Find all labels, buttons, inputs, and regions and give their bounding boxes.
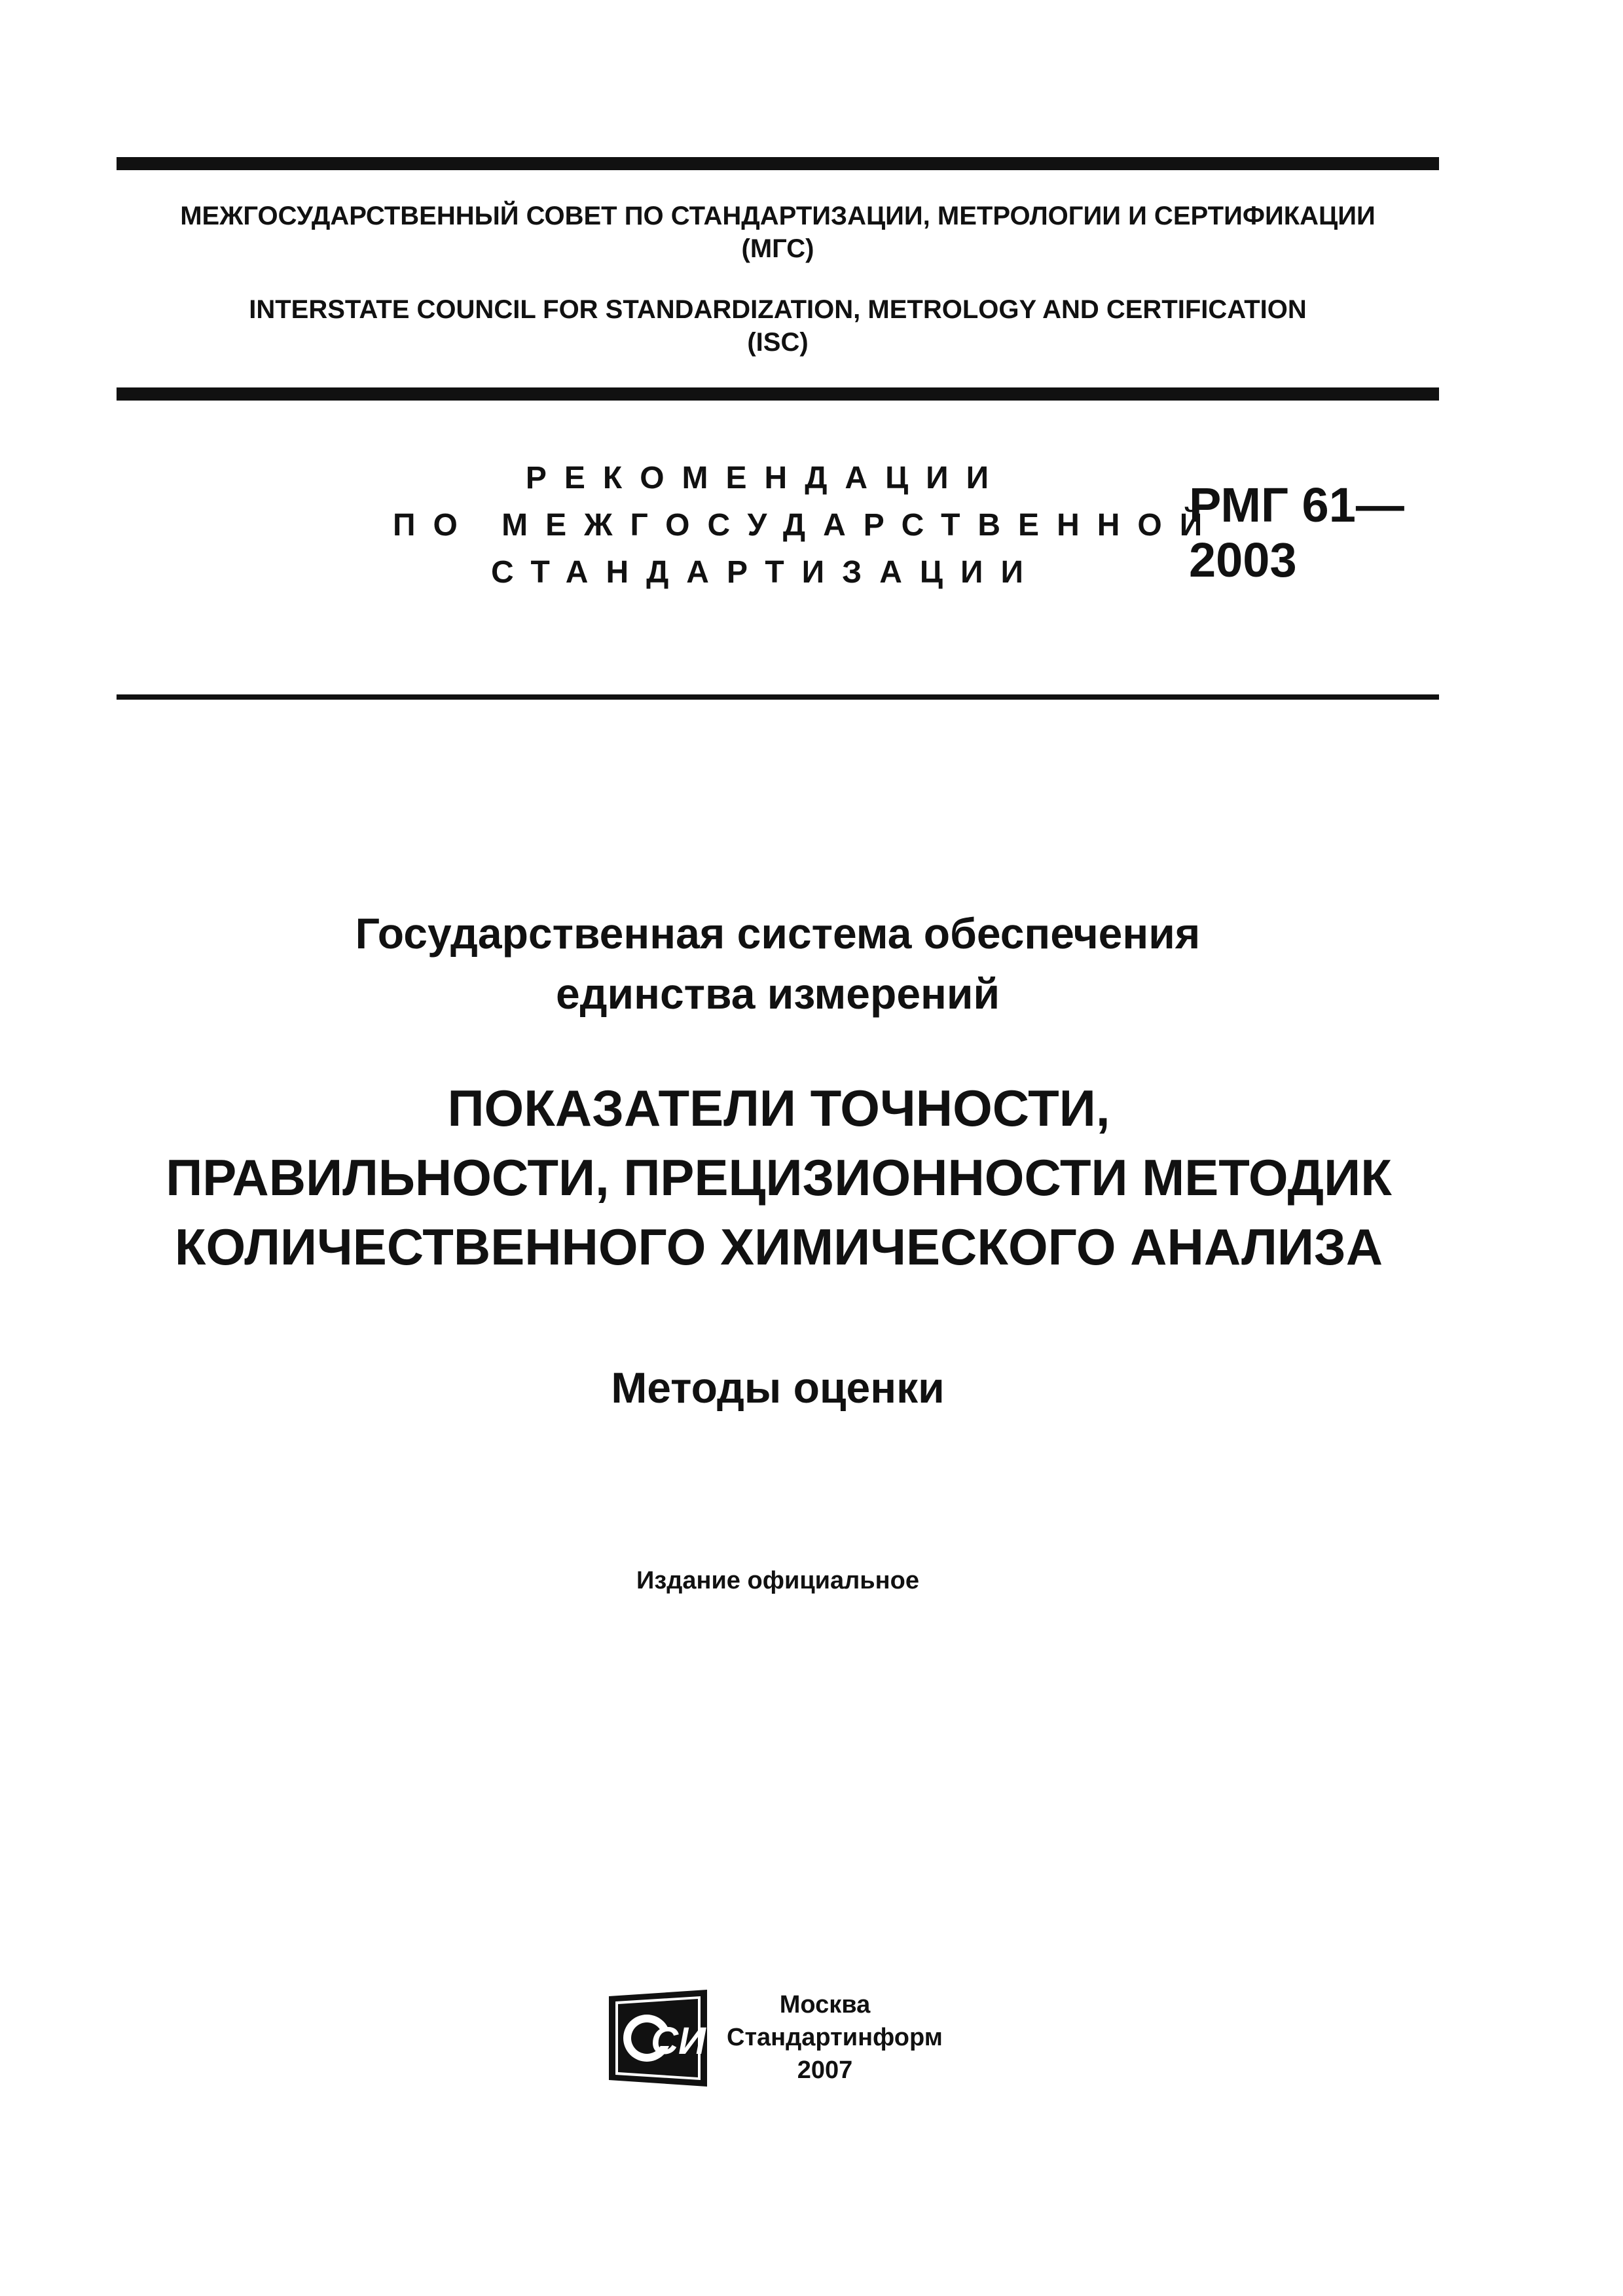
- standartinform-logo-icon: [609, 1990, 707, 2087]
- lower-rule: [117, 694, 1439, 700]
- council-ru-abbr: (МГС): [741, 234, 814, 263]
- council-name-en: [117, 293, 1439, 359]
- main-title: [65, 1073, 1492, 1282]
- edition-note: Издание официальное: [636, 1567, 919, 1594]
- document-designation: [1189, 478, 1404, 588]
- council-ru-line1: МЕЖГОСУДАРСТВЕННЫЙ СОВЕТ ПО СТАНДАРТИЗАЦИИ, МЕТРОЛОГИИ И СЕРТИФИКАЦИИ: [180, 202, 1376, 230]
- standartinform-logo-graphic: [609, 1990, 707, 2087]
- main-title-line1: ПОКАЗАТЕЛИ ТОЧНОСТИ,: [447, 1079, 1110, 1137]
- publisher-name: Стандартинформ: [727, 2024, 943, 2051]
- designation-year: 2003: [1189, 533, 1297, 587]
- main-title-line2: ПРАВИЛЬНОСТИ, ПРЕЦИЗИОННОСТИ МЕТОДИК: [166, 1149, 1392, 1206]
- council-name-ru: [117, 200, 1439, 265]
- recommendation-line3: СТАНДАРТИЗАЦИИ: [491, 555, 1041, 590]
- publisher-year: 2007: [797, 2056, 853, 2084]
- gsi-title: [117, 903, 1439, 1024]
- recommendation-line1: РЕКОМЕНДАЦИИ: [525, 461, 1007, 495]
- middle-rule: [117, 387, 1439, 401]
- main-title-line3: КОЛИЧЕСТВЕННОГО ХИМИЧЕСКОГО АНАЛИЗА: [174, 1218, 1383, 1276]
- designation-code: РМГ 61—: [1189, 478, 1404, 532]
- gsi-title-line1: Государственная система обеспечения: [355, 909, 1201, 958]
- publisher-block: [727, 1988, 943, 2087]
- subtitle: Методы оценки: [611, 1363, 945, 1412]
- gsi-title-line2: единства измерений: [555, 969, 1000, 1018]
- publisher-city: Москва: [779, 1991, 871, 2018]
- logo-letters: СИ: [651, 2020, 706, 2062]
- recommendation-heading: [393, 455, 1220, 596]
- council-en-line1: INTERSTATE COUNCIL FOR STANDARDIZATION, METROLOGY AND CERTIFICATION: [249, 295, 1307, 324]
- council-en-abbr: (ISC): [747, 328, 809, 357]
- top-rule: [117, 157, 1439, 170]
- recommendation-line2: ПО МЕЖГОСУДАРСТВЕННОЙ: [393, 508, 1220, 543]
